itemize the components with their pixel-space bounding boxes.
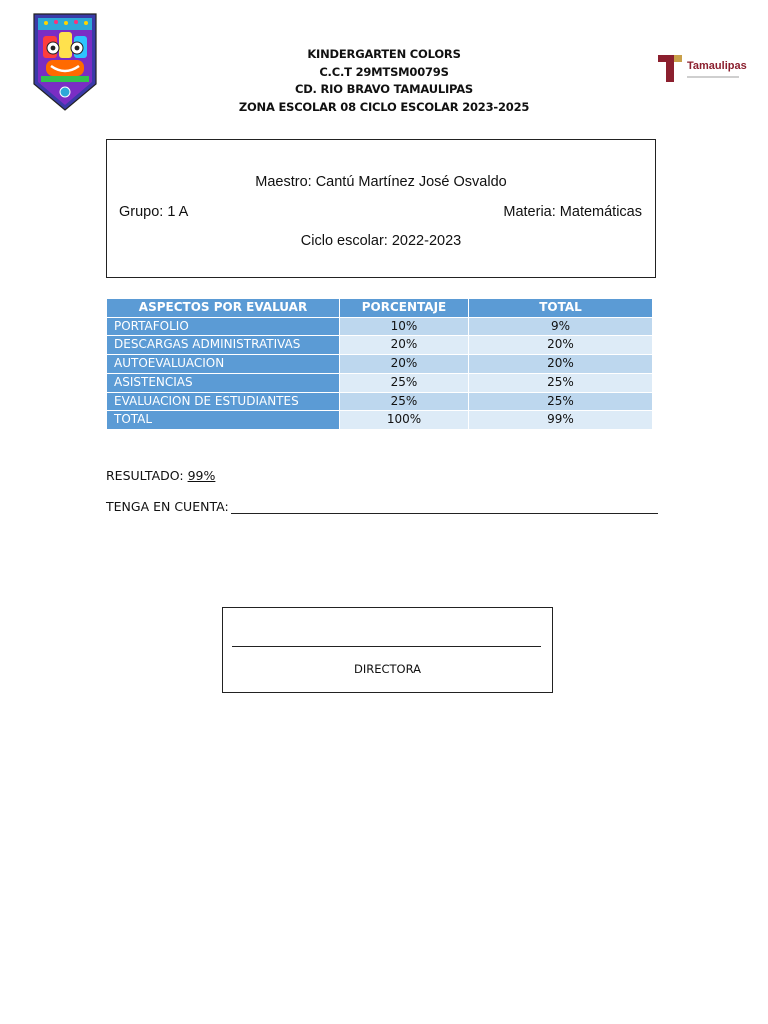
total-cell: 20% <box>469 355 652 373</box>
aspect-cell: EVALUACION DE ESTUDIANTES <box>107 393 339 411</box>
signature-role: DIRECTORA <box>353 662 421 676</box>
percent-cell: 10% <box>340 318 468 336</box>
header-aspects: ASPECTOS POR EVALUAR <box>107 299 339 317</box>
aspect-cell: TOTAL <box>107 411 339 429</box>
table-header-row <box>107 299 652 317</box>
total-cell: 99% <box>469 411 652 429</box>
table-row <box>107 355 652 373</box>
school-city: CD. RIO BRAVO TAMAULIPAS <box>294 82 474 96</box>
school-header <box>0 46 768 116</box>
signature-box <box>222 607 553 693</box>
header-percent: PORCENTAJE <box>340 299 468 317</box>
aspect-cell: DESCARGAS ADMINISTRATIVAS <box>107 336 339 354</box>
note-blank-line <box>231 513 658 514</box>
aspect-cell: AUTOEVALUACION <box>107 355 339 373</box>
table-total-row <box>107 411 652 429</box>
total-cell: 9% <box>469 318 652 336</box>
school-cycle: Ciclo escolar: 2022-2023 <box>300 233 462 249</box>
school-zone: ZONA ESCOLAR 08 CICLO ESCOLAR 2023-2025 <box>238 99 530 114</box>
header-total: TOTAL <box>469 299 652 317</box>
result-label: RESULTADO: <box>106 468 184 483</box>
percent-cell: 25% <box>340 374 468 392</box>
school-name: KINDERGARTEN COLORS <box>307 47 461 61</box>
aspect-cell: PORTAFOLIO <box>107 318 339 336</box>
table-row <box>107 336 652 354</box>
aspect-cell: ASISTENCIAS <box>107 374 339 392</box>
evaluation-table <box>106 298 653 430</box>
teacher-info-box <box>106 139 656 278</box>
percent-cell: 20% <box>340 336 468 354</box>
teacher-name: Maestro: Cantú Martínez José Osvaldo <box>255 174 507 190</box>
total-cell: 25% <box>469 393 652 411</box>
table-row <box>107 374 652 392</box>
percent-cell: 100% <box>340 411 468 429</box>
group-label: Grupo: 1 A <box>119 204 189 220</box>
result-value: 99% <box>187 468 216 483</box>
percent-cell: 20% <box>340 355 468 373</box>
note-label: TENGA EN CUENTA: <box>106 499 229 514</box>
signature-line <box>232 646 541 647</box>
total-cell: 20% <box>469 336 652 354</box>
result-line <box>106 468 215 483</box>
tamaulipas-wordmark: Tamaulipas <box>687 60 747 72</box>
table-row <box>107 318 652 336</box>
percent-cell: 25% <box>340 393 468 411</box>
subject-label: Materia: Matemáticas <box>503 204 642 220</box>
table-row <box>107 393 652 411</box>
total-cell: 25% <box>469 374 652 392</box>
school-cct: C.C.T 29MTSM0079S <box>319 64 449 79</box>
